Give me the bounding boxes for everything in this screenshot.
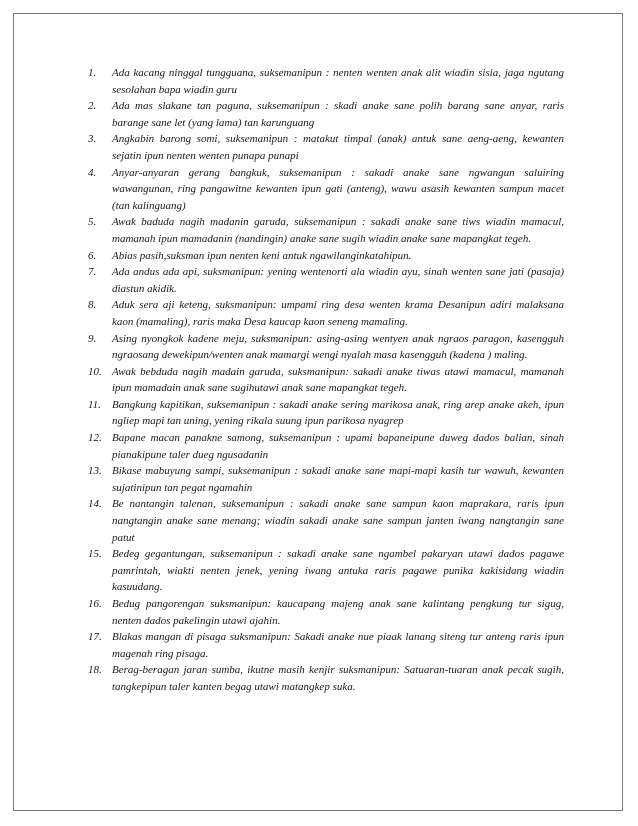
- list-item: [88, 596, 564, 629]
- list-item: [88, 397, 564, 430]
- list-item: [88, 65, 564, 98]
- list-item: [88, 248, 564, 265]
- list-item: [88, 131, 564, 164]
- item-number: 9.: [88, 332, 97, 345]
- list-item: [88, 214, 564, 247]
- item-number: 11.: [88, 398, 101, 411]
- item-text: Bangkung kapitikan, suksemanipun : sakadi anake sering marikosa anak, ring arep anake akeh, ipun ngliep mapi tan uning, yening rikala suung ipun parikosa nyagrep: [112, 398, 564, 428]
- list-item: [88, 364, 564, 397]
- item-number: 12.: [88, 432, 102, 445]
- item-text: Awak baduda nagih madanin garuda, suksemanipun : sakadi anake sane tiws wiadin mamacul, mamanah ipun mamadanin (nandingin) anake sane sugih wiadin anake sane mapangkat tegeh.: [112, 216, 564, 245]
- item-text: Awak bebduda nagih madain garuda, suksmanipun: sakadi anake tiwas utawi mamacul, mamanah ipun mamadain anak sane sugihutawi anak sane mapangkat tegeh.: [112, 365, 564, 395]
- item-number: 6.: [88, 249, 97, 262]
- proverb-list: [88, 65, 564, 696]
- list-item: [88, 297, 564, 330]
- list-item: [88, 496, 564, 546]
- item-number: 13.: [88, 465, 102, 478]
- item-text: Bedeg gegantungan, suksemanipun : sakadi anake sane ngambel pakaryan utawi dados pagawe pamrintah, wiakti nenten jenek, yening iwang antuka raris pagawe punika kakisidang wiadin kasuudang.: [112, 548, 564, 594]
- item-text: Bapane macan panakne samong, suksemanipun : upami bapaneipune duweg dados balian, sinah pianakipune taler dueg ngusadanin: [112, 432, 564, 461]
- item-text: Ada andus ada api, suksmanipun: yening wentenorti ala wiadin ayu, sinah wenten sane jati (pasaja) diastun akidik.: [112, 266, 564, 295]
- item-number: 16.: [88, 598, 102, 610]
- item-number: 2.: [88, 100, 97, 113]
- item-number: 4.: [88, 166, 97, 179]
- list-item: [88, 165, 564, 215]
- list-item: [88, 430, 564, 463]
- item-text: Bedug pangorengan suksmanipun: kaucapang majeng anak sane kalintang pengkung tur sigug, nenten dados pakelingin utawi ajahin.: [112, 598, 564, 627]
- item-text: Ada mas slakane tan paguna, suksemanipun : skadi anake sane polih barang sane anyar, raris barange sane let (yang lama) tan karunguang: [112, 100, 564, 129]
- item-number: 17.: [88, 631, 102, 644]
- item-number: 7.: [88, 266, 97, 279]
- item-text: Be nantangin talenan, suksemanipun : sakadi anake sane sampun kaon maprakara, raris ipun nangtangin anake sane menang; wiadin sakadi anake sane sampun janten iwang nangtangin sane patut: [112, 498, 564, 544]
- item-number: 3.: [88, 133, 97, 146]
- item-text: Aduk sera aji keteng, suksmanipun: umpami ring desa wenten krama Desanipun adiri malaksana kaon (mamaling), raris maka Desa kaucap kaon seneng mamaling.: [112, 299, 564, 328]
- item-text: Ada kacang ninggal tungguana, suksemanipun : nenten wenten anak alit wiadin sisia, jaga ngutang sesolahan bapa wiadin guru: [112, 67, 564, 96]
- item-text: Berag-beragan jaran sumba, ikutne masih kenjir suksmanipun: Satuaran-tuaran anak pecak sugih, tangkepipun taler kanten begag utawi matangkep suka.: [112, 664, 564, 693]
- item-number: 5.: [88, 216, 97, 229]
- item-text: Abias pasih,suksman ipun nenten keni antuk ngawilanginkatahipun.: [112, 249, 412, 262]
- item-text: Angkabin barong somi, suksemanipun : matakut timpal (anak) antuk sane aeng-aeng, kewanten sejatin ipun nenten wenten punapa punapi: [112, 133, 564, 162]
- item-number: 18.: [88, 664, 102, 677]
- item-number: 1.: [88, 67, 97, 79]
- list-item: [88, 662, 564, 695]
- item-number: 8.: [88, 299, 97, 312]
- list-item: [88, 546, 564, 596]
- list-item: [88, 331, 564, 364]
- item-text: Asing nyongkok kadene meju, suksmanipun: asing-asing wentyen anak ngraos paragon, kasengguh ngraosang dewekipun/wenten anak mamargi wengi nyalah masa kasengguh (kadena ) maling.: [112, 332, 564, 362]
- item-number: 15.: [88, 548, 102, 561]
- list-item: [88, 629, 564, 662]
- item-text: Blakas mangan di pisaga suksmanipun: Sakadi anake nue piaak lanang siteng tur anteng raris ipun magenah ring pisaga.: [112, 631, 564, 660]
- list-item: [88, 264, 564, 297]
- item-number: 10.: [88, 365, 102, 378]
- list-item: [88, 98, 564, 131]
- item-text: Bikase mabuyung sampi, suksemanipun : sakadi anake sane mapi-mapi kasih tur wawuh, kewanten sujatinipun tan pegat ngamahin: [112, 465, 564, 494]
- item-number: 14.: [88, 498, 102, 511]
- item-text: Anyar-anyaran gerang bangkuk, suksemanipun : sakadi anake sane ngwangun saluiring wawangunan, ring pangawitne kewanten ipun gati (anteng), wawu asasih kewanten sampun macet (tan kalinguang): [112, 166, 564, 212]
- list-item: [88, 463, 564, 496]
